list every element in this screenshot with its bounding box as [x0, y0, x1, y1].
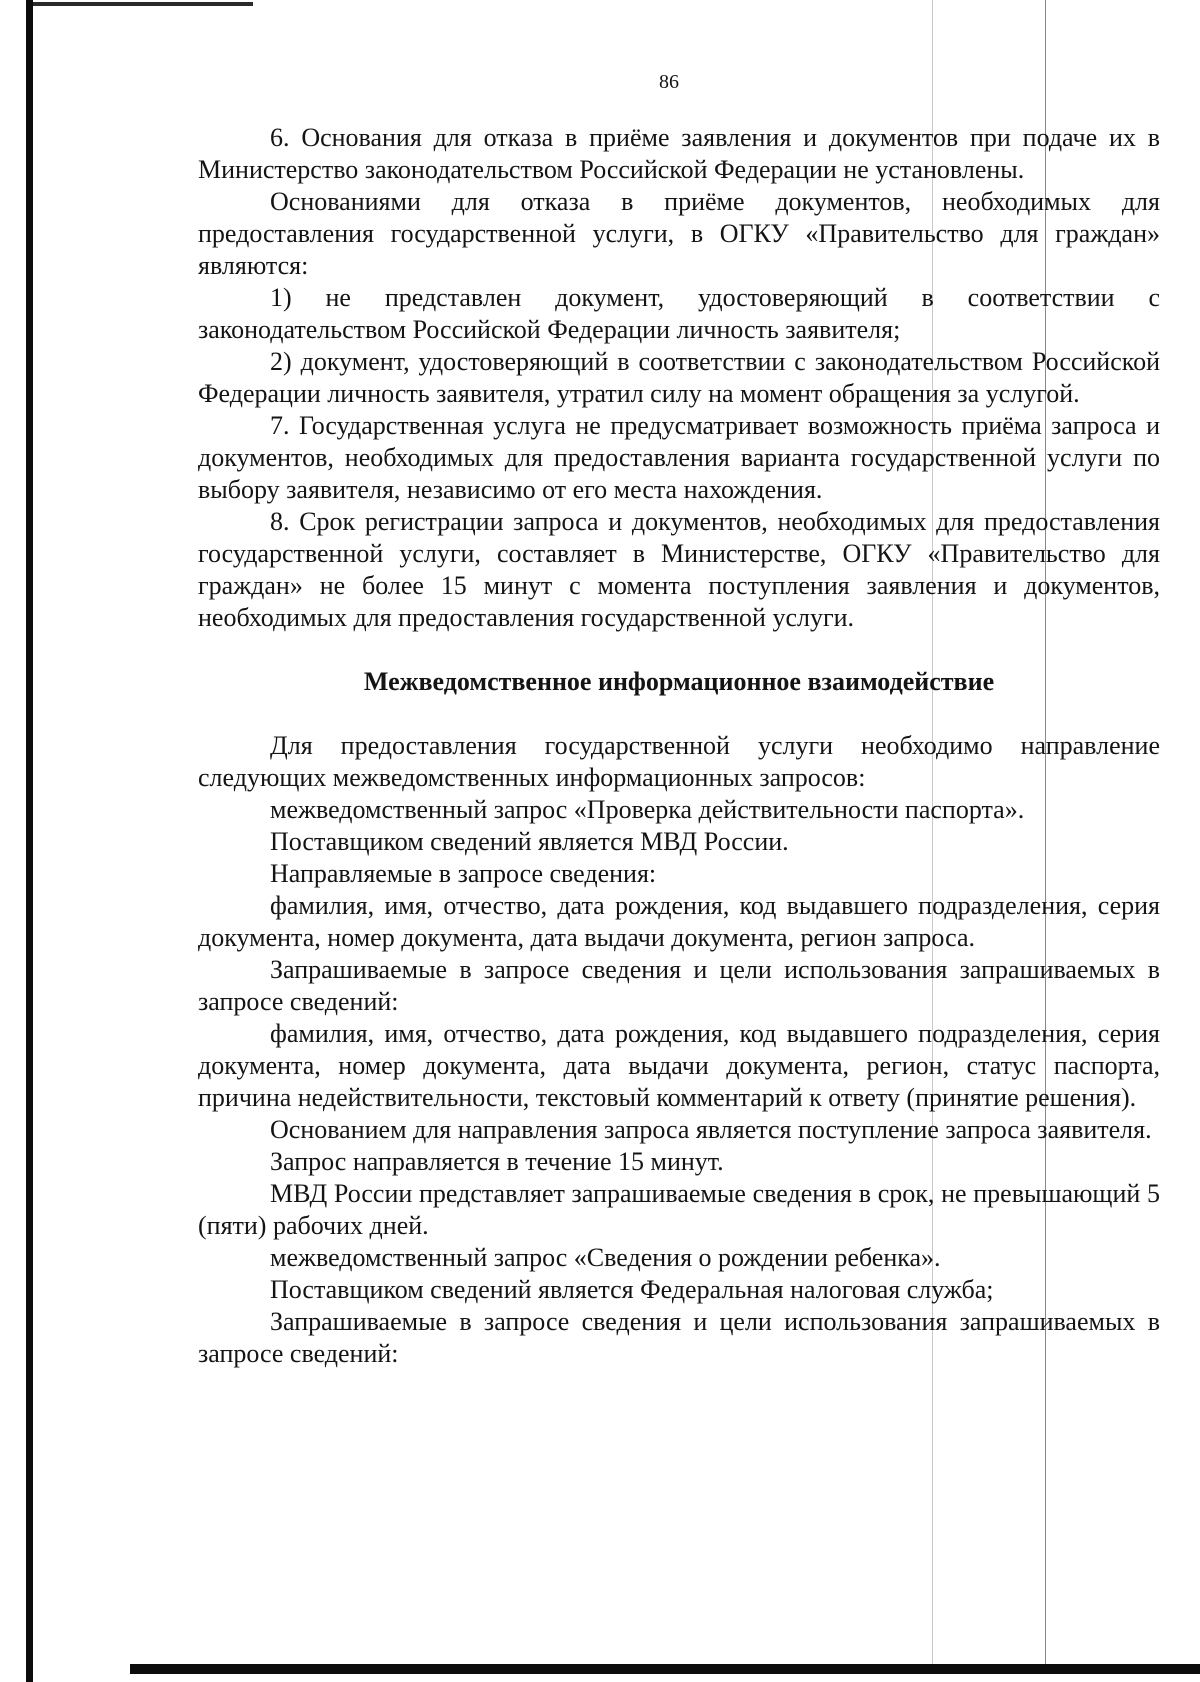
section-interagency-interaction [198, 730, 1160, 1370]
paragraph: Основаниями для отказа в приёме документов, необходимых для предоставления государственной услуги, в ОГКУ «Правительство для граждан» являются: [198, 187, 1160, 280]
paragraph: Запрашиваемые в запросе сведения и цели использования запрашиваемых в запросе сведений: [198, 1307, 1160, 1368]
paragraph: 8. Срок регистрации запроса и документов, необходимых для предоставления государственной услуги, составляет в Министерстве, ОГКУ «Правительство для граждан» не более 15 минут с момента поступления заявления и документов, необходимых для предоставления государственной услуги. [198, 507, 1160, 632]
page-number: 86 [659, 71, 679, 93]
paragraph: МВД России представляет запрашиваемые сведения в срок, не превышающий 5 (пяти) рабочих дней. [198, 1179, 1160, 1240]
paragraph: Запрашиваемые в запросе сведения и цели использования запрашиваемых в запросе сведений: [198, 955, 1160, 1016]
paragraph: Для предоставления государственной услуги необходимо направление следующих межведомственных информационных запросов: [198, 731, 1160, 792]
scan-edge-left [26, 0, 33, 1682]
scan-edge-bottom [130, 1664, 1200, 1674]
paragraph: Основанием для направления запроса является поступление запроса заявителя. [270, 1115, 1152, 1144]
paragraph: фамилия, имя, отчество, дата рождения, код выдавшего подразделения, серия документа, номер документа, дата выдачи документа, регион, статус паспорта, причина недействительности, текстовый комментарий к ответу (принятие решения). [198, 1019, 1160, 1112]
paragraph: Запрос направляется в течение 15 минут. [270, 1147, 724, 1176]
paragraph: 6. Основания для отказа в приёме заявления и документов при подаче их в Министерство законодательством Российской Федерации не установлены. [198, 123, 1160, 184]
paragraph: межведомственный запрос «Сведения о рождении ребенка». [270, 1243, 941, 1272]
paragraph: Поставщиком сведений является МВД России. [270, 827, 789, 856]
paragraph: Направляемые в запросе сведения: [270, 859, 657, 888]
paragraph: Поставщиком сведений является Федеральная налоговая служба; [270, 1275, 994, 1304]
paragraph: 7. Государственная услуга не предусматривает возможность приёма запроса и документов, необходимых для предоставления варианта государственной услуги по выбору заявителя, независимо от его места нахождения. [198, 411, 1160, 504]
section-grounds-for-refusal [198, 122, 1160, 634]
list-item: 1) не представлен документ, удостоверяющий в соответствии с законодательством Российской Федерации личность заявителя; [198, 283, 1160, 344]
paragraph: межведомственный запрос «Проверка действительности паспорта». [270, 795, 1025, 824]
list-item: 2) документ, удостоверяющий в соответствии с законодательством Российской Федерации личность заявителя, утратил силу на момент обращения за услугой. [198, 347, 1160, 408]
document-page [198, 70, 1160, 1370]
paragraph: фамилия, имя, отчество, дата рождения, код выдавшего подразделения, серия документа, номер документа, дата выдачи документа, регион запроса. [198, 891, 1160, 952]
section-heading: Межведомственное информационное взаимодействие [363, 667, 995, 696]
scan-edge-top [33, 2, 253, 6]
